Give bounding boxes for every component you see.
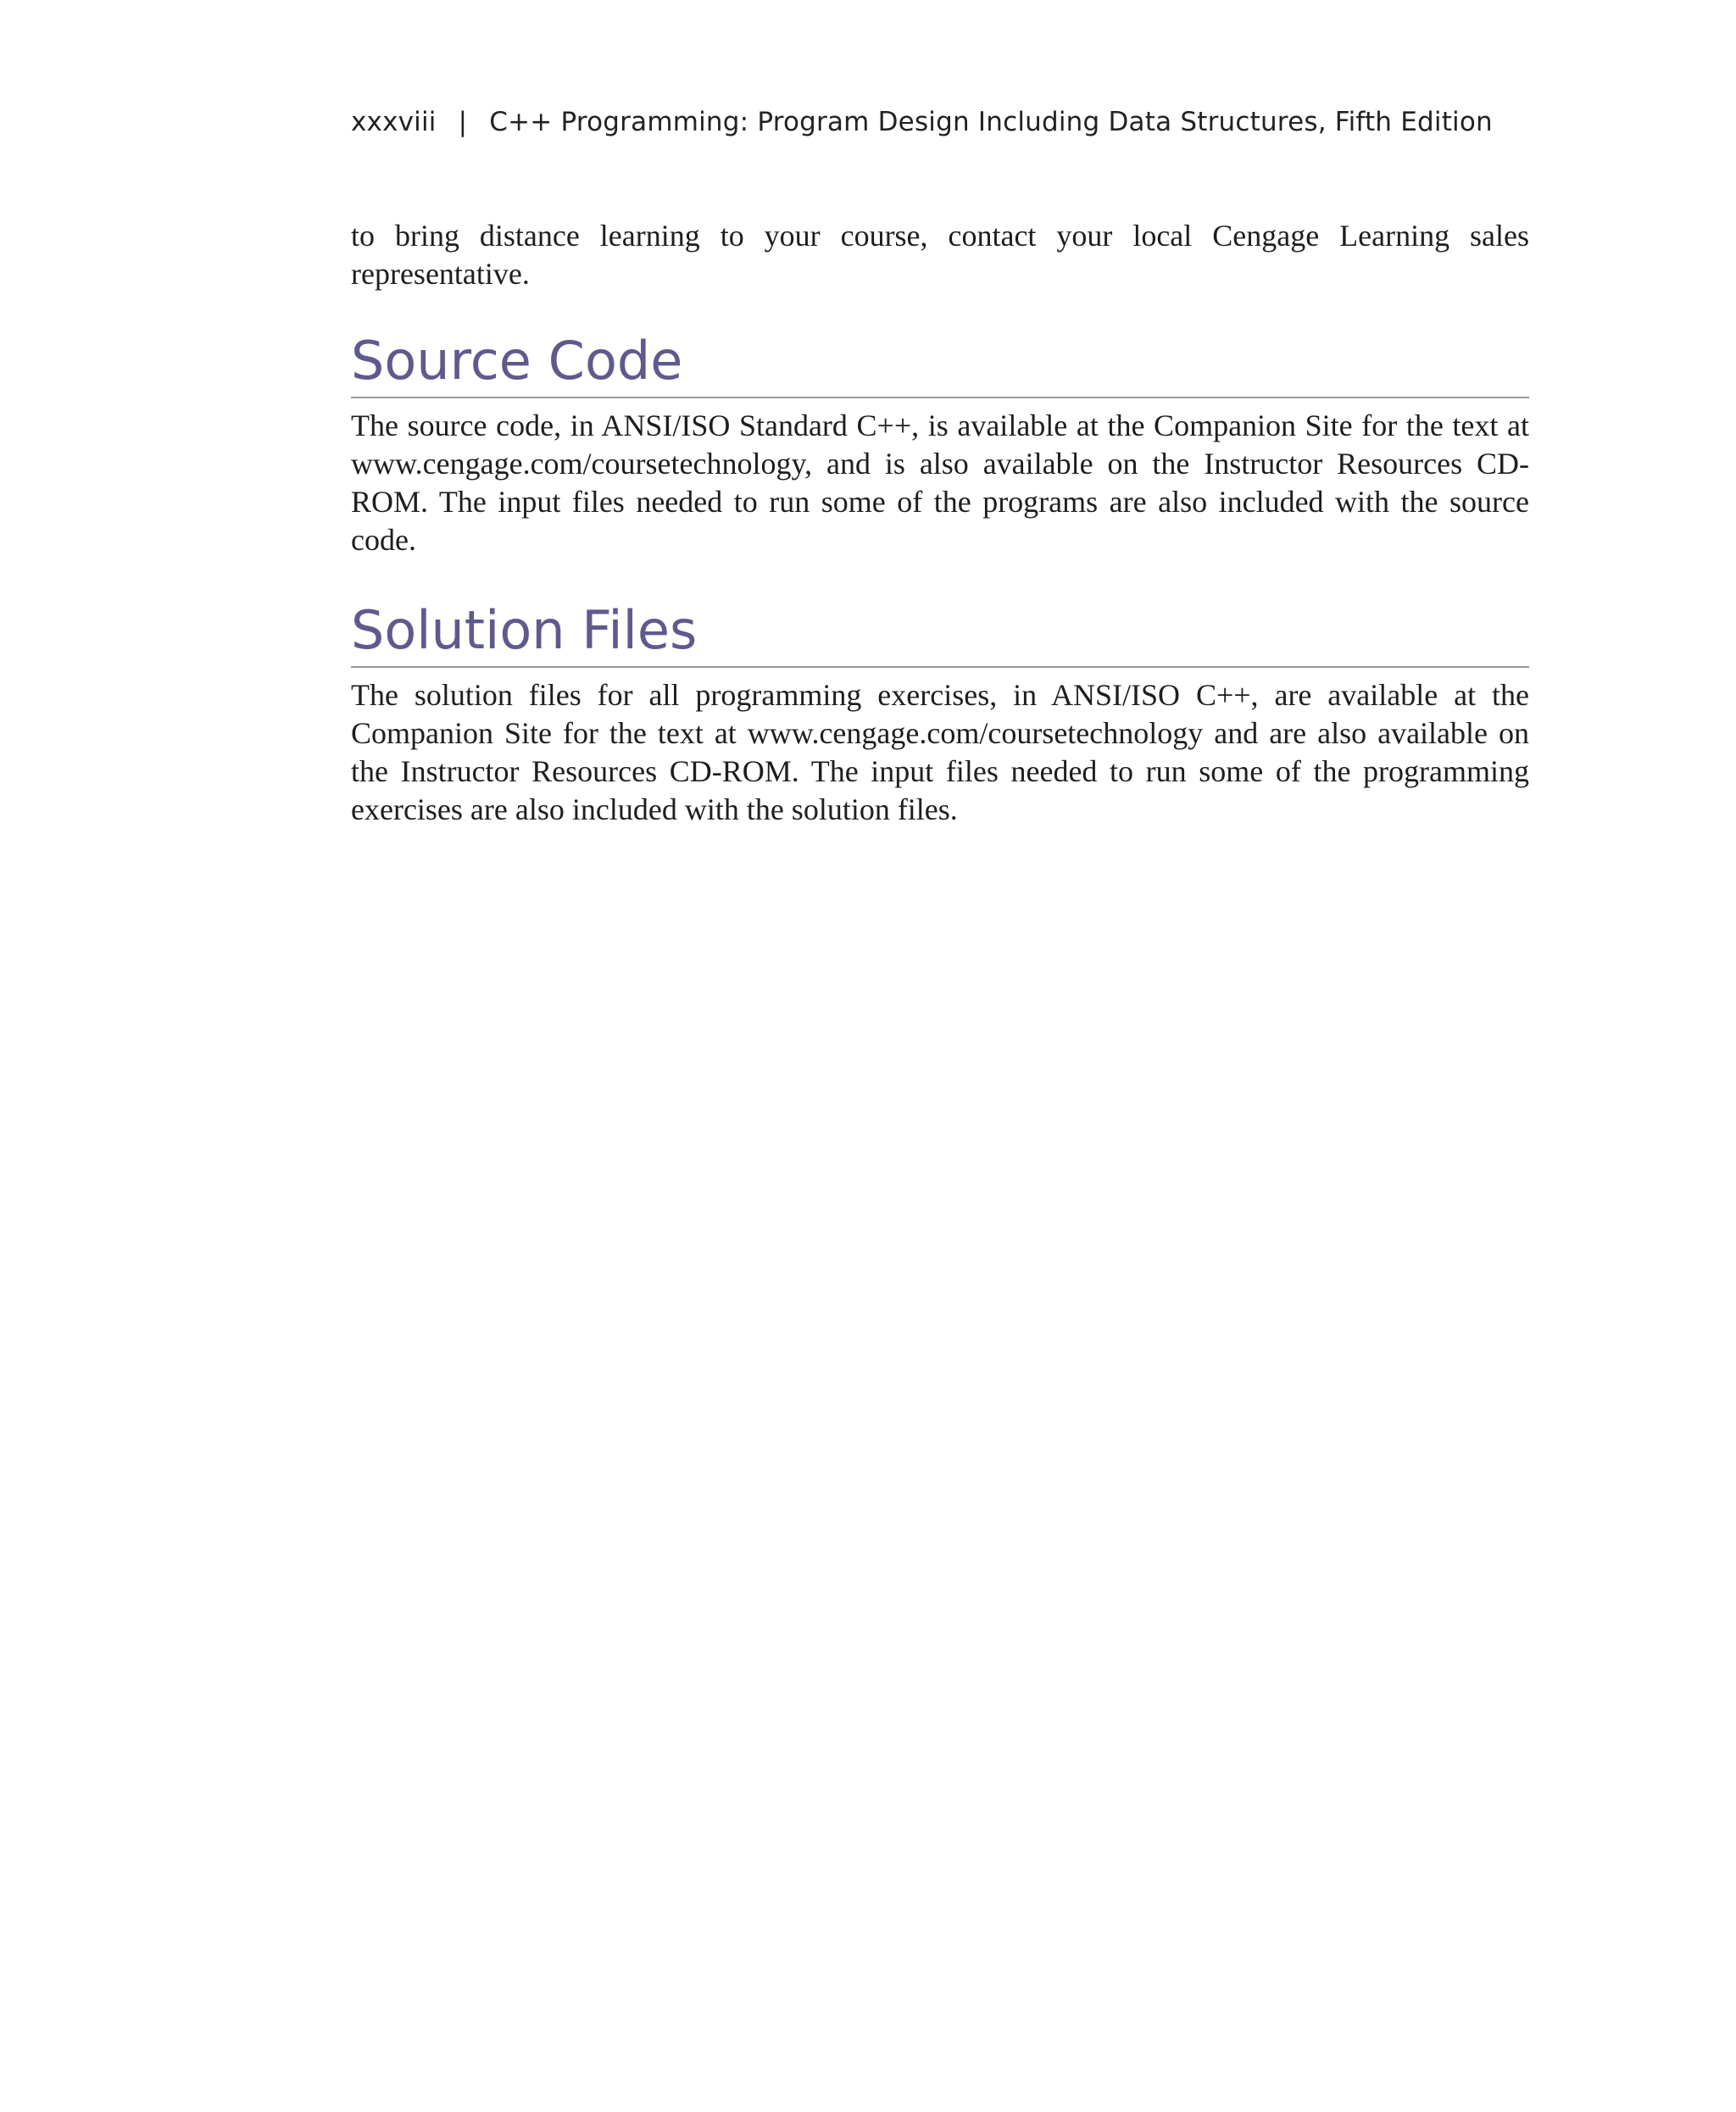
section-body-source-code: The source code, in ANSI/ISO Standard C++, is available at the Companion Site for the text at www.cengage.com/coursetechnology, and is also available on the Instructor Resources CD-ROM. The input files needed to run some of the programs are also included with the source code. [351, 409, 1529, 557]
section-solution-files [351, 600, 1529, 829]
running-head [351, 107, 1529, 137]
running-head-separator: | [458, 107, 468, 137]
section-heading-source-code: Source Code [351, 331, 1529, 398]
section-body-solution-files: The solution files for all programming exercises, in ANSI/ISO C++, are available at the Companion Site for the text at www.cengage.com/coursetechnology and are also available on the Instructor Resources CD-ROM. The input files needed to run some of the programming exercises are also included with the solution files. [351, 678, 1529, 826]
book-title: C++ Programming: Program Design Including Data Structures, Fifth Edition [489, 107, 1493, 137]
page-number: xxxviii [351, 107, 437, 137]
section-heading-solution-files: Solution Files [351, 600, 1529, 668]
intro-paragraph: to bring distance learning to your course, contact your local Cengage Learning sales representative. [351, 219, 1529, 291]
section-source-code [351, 331, 1529, 559]
page-content [351, 217, 1529, 829]
